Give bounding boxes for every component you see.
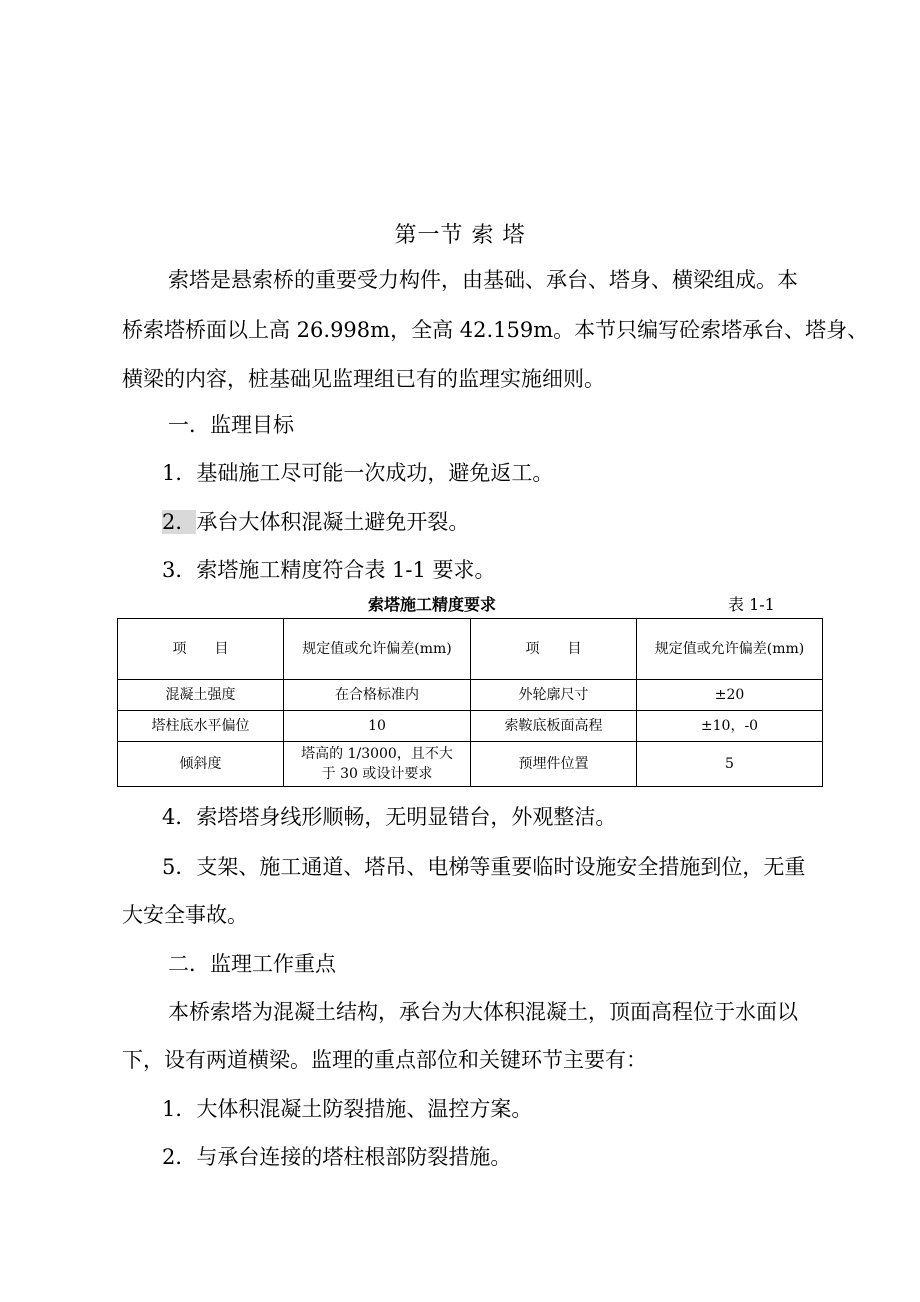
tilt-line-2: 于 30 或设计要求 [321,766,433,782]
table-cell: ±10，-0 [637,711,823,742]
table-row [118,742,823,787]
table-cell: 在合格标准内 [284,680,471,711]
table-cell: 预埋件位置 [471,742,637,787]
section1-heading: 一．监理目标 [168,413,294,437]
table-header-row [118,619,823,680]
goal-item-4: 4．索塔塔身线形顺畅，无明显错台，外观整洁。 [162,805,617,829]
table-caption: 索塔施工精度要求 [368,595,497,614]
highlighted-number: 2． [162,510,197,534]
focus-item-2: 2．与承台连接的塔柱根部防裂措施。 [162,1145,512,1169]
goal-item-1: 1．基础施工尽可能一次成功，避免返工。 [162,461,554,485]
tilt-line-1: 塔高的 1/3000，且不大 [301,746,453,762]
table-cell: 索鞍底板面高程 [471,711,637,742]
precision-table [117,618,823,787]
header-tolerance: 规定值或允许偏差(mm) [637,619,823,680]
table-cell: 10 [284,711,471,742]
goal-item-5: 5．支架、施工通道、塔吊、电梯等重要临时设施安全措施到位，无重 [162,855,806,879]
focus-item-1: 1．大体积混凝土防裂措施、温控方案。 [162,1097,533,1121]
table-cell: ±20 [637,680,823,711]
goal-item-5-cont: 大安全事故。 [122,903,248,927]
table-cell: 5 [637,742,823,787]
table-number: 表 1-1 [728,595,775,614]
intro-line-1: 索塔是悬索桥的重要受力构件，由基础、承台、塔身、横梁组成。本 [168,268,798,292]
section2-para-1: 本桥索塔为混凝土结构，承台为大体积混凝土，顶面高程位于水面以 [168,1000,798,1024]
table-cell: 外轮廓尺寸 [471,680,637,711]
table-row [118,680,823,711]
goal-item-3: 3．索塔施工精度符合表 1-1 要求。 [162,558,496,582]
header-item: 项 目 [118,619,284,680]
intro-line-3: 横梁的内容，桩基础见监理组已有的监理实施细则。 [122,367,605,391]
goal-item-2-text: 承台大体积混凝土避免开裂。 [196,510,470,534]
table-row [118,711,823,742]
section2-heading: 二．监理工作重点 [168,952,336,976]
table-cell: 混凝土强度 [118,680,284,711]
section-title: 第一节 索 塔 [394,223,526,248]
header-tolerance: 规定值或允许偏差(mm) [284,619,471,680]
goal-item-2 [162,508,469,536]
table-cell: 塔柱底水平偏位 [118,711,284,742]
table-cell: 倾斜度 [118,742,284,787]
section2-para-2: 下，设有两道横梁。监理的重点部位和关键环节主要有： [122,1048,647,1072]
intro-line-2: 桥索塔桥面以上高 26.998m，全高 42.159m。本节只编写砼索塔承台、塔身、 [122,318,869,342]
header-item: 项 目 [471,619,637,680]
table-cell-tilt [284,742,471,787]
